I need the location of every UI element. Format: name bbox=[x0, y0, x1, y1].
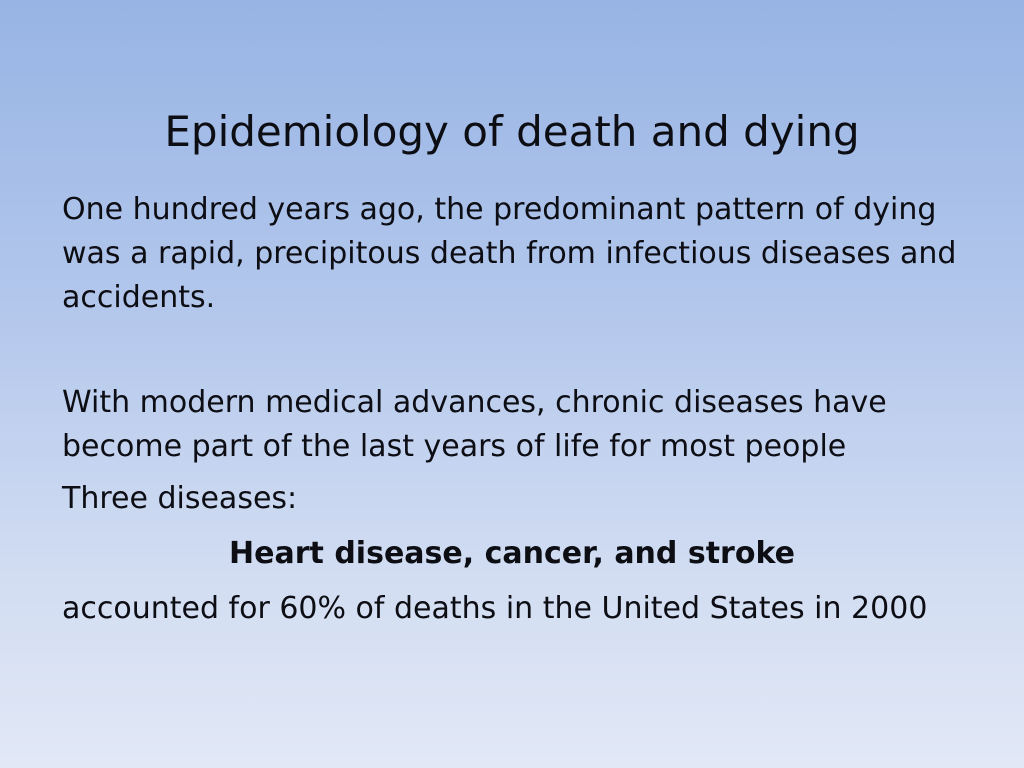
paragraph-three-diseases-intro: Three diseases: bbox=[62, 481, 298, 516]
paragraph-mortality-statistic: accounted for 60% of deaths in the United States in 2000 bbox=[62, 591, 928, 626]
highlighted-diseases: Heart disease, cancer, and stroke bbox=[229, 536, 795, 571]
slide-title: Epidemiology of death and dying bbox=[164, 107, 860, 156]
paragraph-chronic-diseases: With modern medical advances, chronic diseases have become part of the last years of life for most people bbox=[62, 385, 887, 464]
paragraph-historical-pattern: One hundred years ago, the predominant pattern of dying was a rapid, precipitous death from infectious diseases and accidents. bbox=[62, 192, 957, 315]
